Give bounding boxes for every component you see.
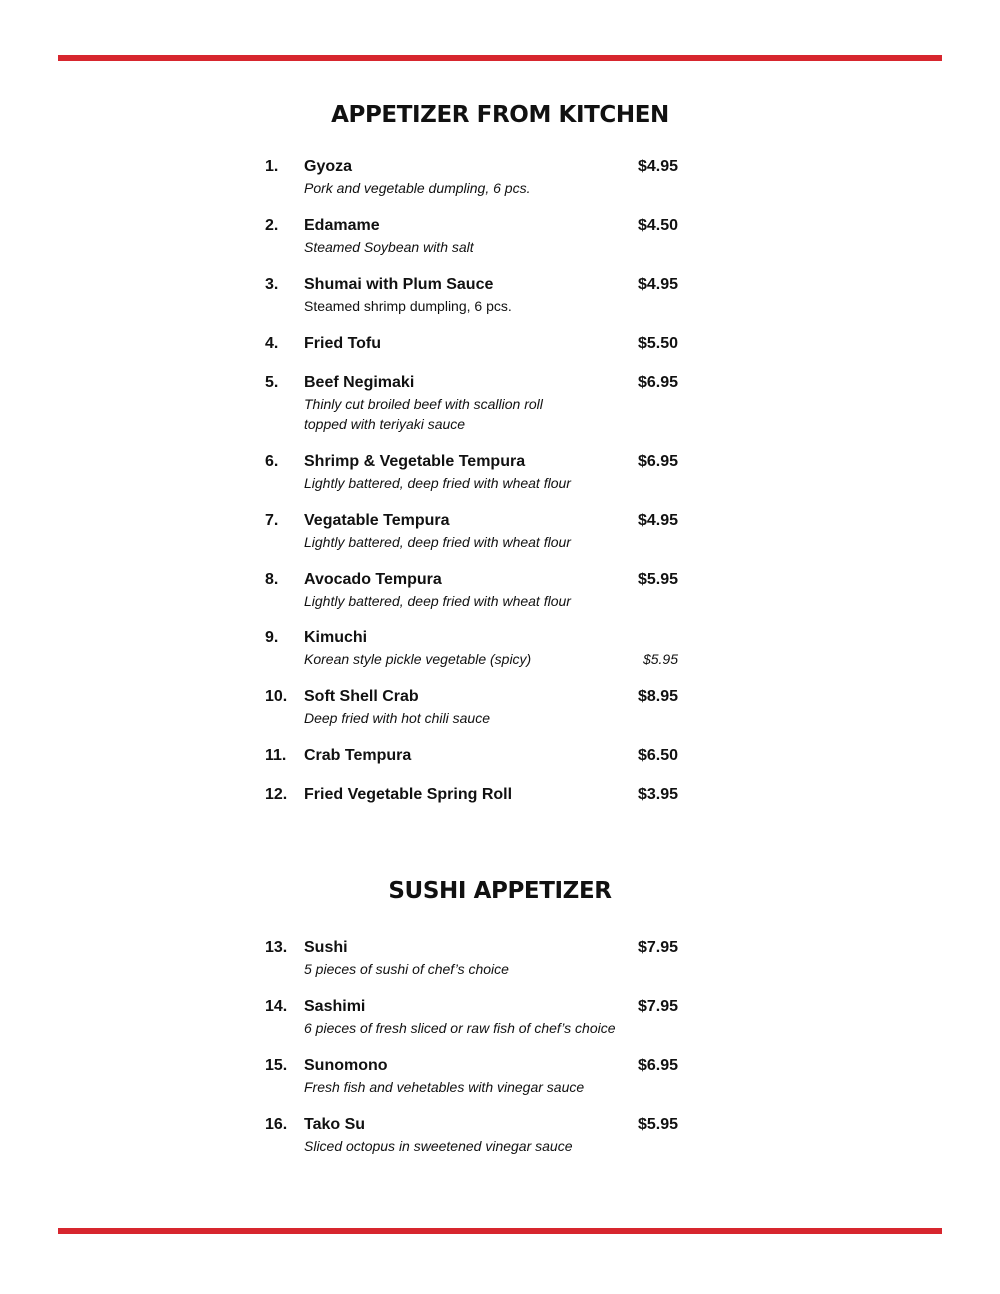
item-price: $6.50 [637,747,678,764]
item-name: Tako Su [304,1116,366,1133]
section-title-kitchen: APPETIZER FROM KITCHEN [331,102,669,128]
item-number: 7. [265,512,279,529]
item-number: 15. [265,1057,288,1074]
item-name: Fried Tofu [304,335,382,352]
item-number: 14. [265,998,288,1015]
item-number: 4. [265,335,279,352]
item-number: 9. [265,629,279,646]
item-number: 6. [265,453,279,470]
item-name: Edamame [304,217,380,234]
item-price: $8.95 [637,688,678,705]
item-price: $6.95 [637,1057,678,1074]
item-number: 8. [265,571,279,588]
item-description: Lightly battered, deep fried with wheat flour [304,534,571,550]
item-price: $6.95 [637,374,678,391]
item-description: 5 pieces of sushi of chef’s choice [304,961,509,977]
item-number: 13. [265,939,288,956]
item-price: $5.95 [637,571,678,588]
item-description: Korean style pickle vegetable (spicy) [304,651,532,667]
item-name: Shrimp & Vegetable Tempura [304,453,526,470]
item-name: Sashimi [304,998,366,1015]
item-number: 2. [265,217,279,234]
item-description: Deep fried with hot chili sauce [304,710,490,726]
item-number: 11. [265,747,287,764]
item-name: Fried Vegetable Spring Roll [304,786,513,803]
item-number: 5. [265,374,279,391]
item-number: 3. [265,276,279,293]
item-name: Crab Tempura [304,747,412,764]
item-description: Steamed shrimp dumpling, 6 pcs. [304,298,512,314]
item-description: Fresh fish and vehetables with vinegar sauce [304,1079,585,1095]
item-price: $4.95 [637,512,678,529]
item-price: $5.50 [637,335,678,352]
item-number: 16. [265,1116,288,1133]
bottom-red-rule [58,1228,942,1234]
item-price: $7.95 [637,998,678,1015]
item-description: Lightly battered, deep fried with wheat flour [304,593,571,609]
item-price: $4.95 [637,158,678,175]
item-price: $4.50 [637,217,678,234]
item-price: $7.95 [637,939,678,956]
item-description: Steamed Soybean with salt [304,239,474,255]
item-description: Lightly battered, deep fried with wheat flour [304,475,571,491]
item-price: $6.95 [637,453,678,470]
item-description: Pork and vegetable dumpling, 6 pcs. [304,180,531,196]
item-name: Kimuchi [304,629,368,646]
item-name: Sunomono [304,1057,388,1074]
item-number: 1. [265,158,279,175]
item-name: Vegatable Tempura [304,512,450,529]
item-name: Sushi [304,939,348,956]
item-description: Thinly cut broiled beef with scallion roll [304,396,543,412]
top-red-rule [58,55,942,61]
item-name: Avocado Tempura [304,571,442,588]
item-name: Shumai with Plum Sauce [304,276,494,293]
item-number: 12. [265,786,288,803]
item-description-line-2: topped with teriyaki sauce [304,416,466,432]
item-price: $3.95 [637,786,678,803]
item-name: Soft Shell Crab [304,688,419,705]
item-number: 10. [265,688,288,705]
item-description: 6 pieces of fresh sliced or raw fish of chef’s choice [304,1020,616,1036]
item-price: $5.95 [642,651,678,667]
section-title-sushi: SUSHI APPETIZER [388,878,612,904]
item-name: Gyoza [304,158,353,175]
item-price: $5.95 [637,1116,678,1133]
item-description: Sliced octopus in sweetened vinegar sauce [304,1138,573,1154]
item-price: $4.95 [637,276,678,293]
item-name: Beef Negimaki [304,374,415,391]
